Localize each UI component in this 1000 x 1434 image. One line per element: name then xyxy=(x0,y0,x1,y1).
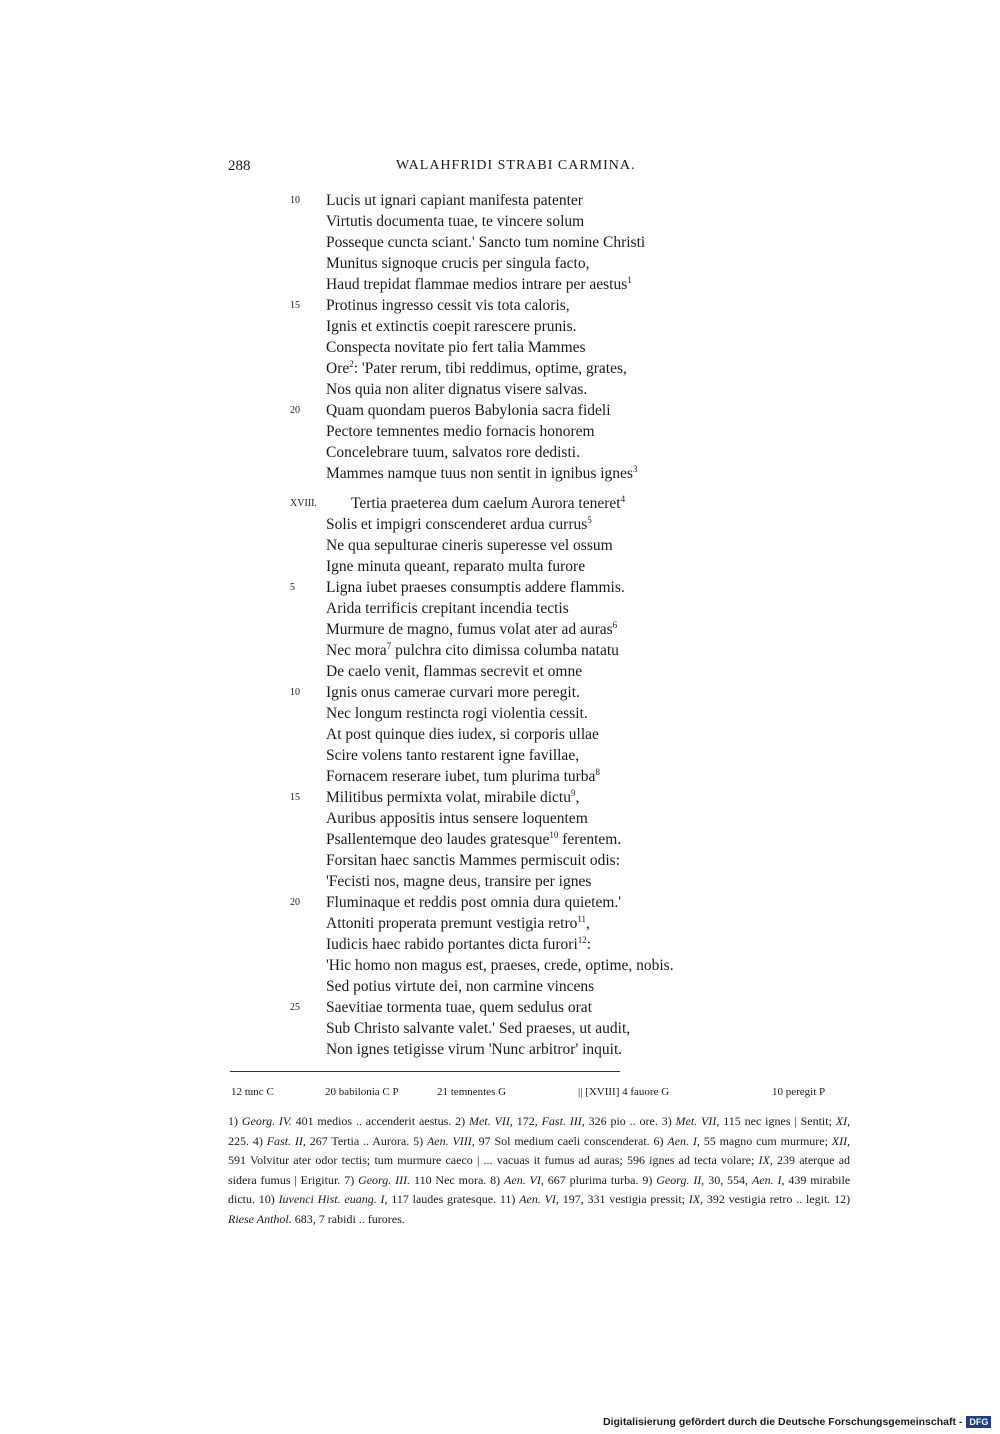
verse-text-main: Nec longum restincta rogi violentia cessit. xyxy=(326,705,588,722)
footnote-text: 97 Sol medium caeli conscenderat. xyxy=(478,1133,650,1148)
footnote-text: 392 vestigia retro .. legit. xyxy=(706,1192,831,1207)
footnote-reference: Aen. VI, xyxy=(504,1172,544,1187)
verse-line xyxy=(0,379,1000,400)
verse-text xyxy=(326,598,569,619)
footnote-marker: 8 xyxy=(595,767,600,777)
verse-line xyxy=(0,514,1000,535)
verse-text-main: 'Hic homo non magus est, praeses, crede, optime, nobis. xyxy=(326,957,674,974)
running-title: WALAHFRIDI STRABI CARMINA. xyxy=(396,158,636,173)
verse-text xyxy=(326,577,625,598)
verse-text-main: Posseque cuncta sciant.' Sancto tum nomine Christi xyxy=(326,234,646,251)
verse-text xyxy=(326,724,599,745)
verse-line xyxy=(0,295,1000,316)
verse-text-main: Scire volens tanto restarent igne favillae, xyxy=(326,747,580,764)
verse-line xyxy=(0,316,1000,337)
verse-text-main: Lucis ut ignari capiant manifesta patenter xyxy=(326,192,583,209)
verse-text-main: Igne minuta queant, reparato multa furore xyxy=(326,558,586,575)
verse-text-main: Ignis onus camerae curvari more peregit. xyxy=(326,684,580,701)
verse-line xyxy=(0,808,1000,829)
footnote-text: 683, 7 rabidi .. furores. xyxy=(294,1211,405,1226)
verse-line xyxy=(0,232,1000,253)
footnote-reference: Fast. II, xyxy=(266,1133,306,1148)
apparatus-entry: || [XVIII] 4 fauore G xyxy=(578,1086,670,1098)
verse-text-tail: , xyxy=(575,789,580,806)
verse-text-tail: pulchra cito dimissa columba natatu xyxy=(391,642,619,659)
footnote-marker: 11 xyxy=(577,914,587,924)
verse-block xyxy=(0,190,1000,1060)
verse-line xyxy=(0,997,1000,1018)
footnote-number: 10) xyxy=(258,1192,275,1207)
footnote-reference: XII, xyxy=(831,1133,851,1148)
verse-line xyxy=(0,493,1000,514)
verse-text xyxy=(326,871,591,892)
footnote-text: 667 plurima turba. xyxy=(547,1172,639,1187)
verse-text-main: Conspecta novitate pio fert talia Mammes xyxy=(326,339,586,356)
verse-text-tail: : xyxy=(586,936,592,953)
verse-text-main: Protinus ingresso cessit vis tota caloris, xyxy=(326,297,570,314)
footnote-marker: 4 xyxy=(620,494,626,504)
verse-text xyxy=(326,358,627,379)
verse-text-main: Forsitan haec sanctis Mammes permiscuit odis: xyxy=(326,852,621,869)
verse-text xyxy=(351,493,625,514)
apparatus-entry: 20 babilonia C P xyxy=(325,1086,399,1098)
footnote-text: 30, 554, xyxy=(708,1172,749,1187)
footnote-text: 439 mirabile dictu. xyxy=(228,1172,851,1207)
footnote-marker: 10 xyxy=(549,830,559,840)
footnote-reference: Georg. II, xyxy=(656,1172,705,1187)
verse-text-main: Militibus permixta volat, mirabile dictu xyxy=(326,789,571,806)
verse-line xyxy=(0,358,1000,379)
verse-text xyxy=(326,535,613,556)
verse-line xyxy=(0,274,1000,295)
verse-line xyxy=(0,913,1000,934)
verse-line xyxy=(0,535,1000,556)
line-number: 5 xyxy=(290,582,295,593)
verse-text-main: Ore xyxy=(326,360,350,377)
verse-line xyxy=(0,211,1000,232)
footnote-number: 1) xyxy=(228,1114,238,1128)
footnote-text: 225. xyxy=(228,1133,249,1148)
verse-text xyxy=(326,808,588,829)
line-number: XVIII. xyxy=(290,498,317,509)
verse-text xyxy=(326,955,674,976)
verse-text-main: At post quinque dies iudex, si corporis ullae xyxy=(326,726,599,743)
footnote-number: 12) xyxy=(834,1192,851,1207)
footnote-text: 55 magno cum murmure; xyxy=(703,1133,828,1148)
footnotes xyxy=(228,1112,850,1230)
verse-text-main: Attoniti properata premunt vestigia retro xyxy=(326,915,578,932)
footnote-reference: Georg. IV. xyxy=(241,1114,292,1128)
footnote-number: 7) xyxy=(344,1172,355,1187)
line-number: 15 xyxy=(290,300,300,311)
verse-text xyxy=(326,682,580,703)
verse-text-main: Quam quondam pueros Babylonia sacra fideli xyxy=(326,402,611,419)
footnote-text: 267 Tertia .. Aurora. xyxy=(309,1133,410,1148)
verse-text-tail: : 'Pater rerum, tibi reddimus, optime, grates, xyxy=(353,360,627,377)
verse-text-main: Fluminaque et reddis post omnia dura quietem.' xyxy=(326,894,622,911)
footnote-marker: 7 xyxy=(386,641,392,651)
verse-line xyxy=(0,421,1000,442)
verse-text-main: 'Fecisti nos, magne deus, transire per ignes xyxy=(326,873,592,890)
verse-line xyxy=(0,745,1000,766)
verse-text xyxy=(326,619,617,640)
verse-text-main: Nos quia non aliter dignatus visere salvas. xyxy=(326,381,588,398)
footnote-reference: Riese Anthol. xyxy=(228,1211,292,1226)
verse-text xyxy=(326,703,588,724)
footnote-marker: 3 xyxy=(632,464,638,474)
verse-text-tail: , xyxy=(586,915,590,932)
verse-text xyxy=(326,1018,630,1039)
footnote-text: 401 medios .. accenderit aestus. xyxy=(295,1114,452,1128)
footnote-marker: 5 xyxy=(587,515,592,525)
footnote-marker: 2 xyxy=(349,359,354,369)
verse-text-main: Saevitiae tormenta tuae, quem sedulus orat xyxy=(326,999,592,1016)
verse-line xyxy=(0,976,1000,997)
verse-text xyxy=(326,829,621,850)
verse-text-main: Nec mora xyxy=(326,642,387,659)
verse-text-main: Ignis et extinctis coepit rarescere prunis. xyxy=(326,318,577,335)
verse-text xyxy=(326,913,590,934)
verse-line xyxy=(0,1039,1000,1060)
dfg-logo: DFG xyxy=(966,1416,991,1428)
credit-text: Digitalisierung gefördert durch die Deutsche Forschungsgemeinschaft - xyxy=(603,1416,963,1428)
verse-text xyxy=(326,232,645,253)
verse-text-main: Ligna iubet praeses consumptis addere flammis. xyxy=(326,579,625,596)
verse-text xyxy=(326,442,580,463)
verse-line xyxy=(0,337,1000,358)
footnote-text: 197, 331 vestigia pressit; xyxy=(562,1192,686,1207)
footnote-text: 239 aterque ad sidera fumus | Erigitur. xyxy=(228,1153,851,1187)
footnote-reference: Aen. VIII, xyxy=(426,1133,475,1148)
footnote-reference: Iuvenci Hist. euang. I, xyxy=(278,1192,388,1207)
verse-line xyxy=(0,724,1000,745)
footnote-reference: Met. VII, xyxy=(469,1114,513,1128)
verse-line xyxy=(0,619,1000,640)
verse-text-main: Concelebrare tuum, salvatos rore dedisti. xyxy=(326,444,580,461)
verse-text xyxy=(326,421,595,442)
footnote-number: 8) xyxy=(490,1172,501,1187)
verse-text xyxy=(326,211,584,232)
footnote-text: 172, xyxy=(516,1114,538,1128)
verse-text-main: Mammes namque tuus non sentit in ignibus ignes xyxy=(326,465,633,482)
footnote-marker: 6 xyxy=(612,620,618,630)
verse-text xyxy=(326,745,579,766)
footnote-marker: 12 xyxy=(577,935,587,945)
verse-text-main: Solis et impigri conscenderet ardua currus xyxy=(326,516,588,533)
verse-text xyxy=(326,787,579,808)
footnote-number: 3) xyxy=(661,1114,672,1128)
line-number: 15 xyxy=(290,792,300,803)
footnote-text: 115 nec ignes | Sentit; xyxy=(723,1114,832,1128)
footnote-reference: Georg. III. xyxy=(358,1172,411,1187)
apparatus-entry: 21 temnentes G xyxy=(437,1086,507,1098)
verse-text xyxy=(326,514,592,535)
verse-text-main: Sed potius virtute dei, non carmine vincens xyxy=(326,978,595,995)
verse-text xyxy=(326,934,591,955)
verse-line xyxy=(0,1018,1000,1039)
verse-text-main: Tertia praeterea dum caelum Aurora teneret xyxy=(351,495,621,512)
critical-apparatus xyxy=(0,1086,1000,1106)
verse-line xyxy=(0,871,1000,892)
line-number: 10 xyxy=(290,687,300,698)
verse-line xyxy=(0,577,1000,598)
line-number: 20 xyxy=(290,405,300,416)
verse-text xyxy=(326,997,592,1018)
verse-line xyxy=(0,661,1000,682)
verse-text-main: Pectore temnentes medio fornacis honorem xyxy=(326,423,595,440)
verse-line xyxy=(0,556,1000,577)
footnote-number: 2) xyxy=(455,1114,466,1128)
footnote-number: 6) xyxy=(653,1133,664,1148)
verse-text-main: Psallentemque deo laudes gratesque xyxy=(326,831,550,848)
verse-text xyxy=(326,892,621,913)
verse-text-main: Arida terrificis crepitant incendia tectis xyxy=(326,600,569,617)
verse-line xyxy=(0,682,1000,703)
page-header xyxy=(0,158,1000,180)
verse-text xyxy=(326,295,570,316)
footnote-reference: XI, xyxy=(835,1114,851,1128)
footnote-reference: IX, xyxy=(688,1192,704,1207)
verse-text xyxy=(326,463,637,484)
footnote-reference: Aen. I, xyxy=(751,1172,785,1187)
verse-text-main: Non ignes tetigisse virum 'Nunc arbitror' inquit. xyxy=(326,1041,623,1058)
verse-line xyxy=(0,829,1000,850)
verse-text-main: Auribus appositis intus sensere loquentem xyxy=(326,810,588,827)
page-number: 288 xyxy=(228,158,251,174)
verse-line xyxy=(0,190,1000,211)
footnote-text: 110 Nec mora. xyxy=(414,1172,487,1187)
footnote-reference: Fast. III, xyxy=(541,1114,585,1128)
apparatus-entry: 10 peregit P xyxy=(772,1086,826,1098)
verse-text xyxy=(326,976,594,997)
footnote-marker: 1 xyxy=(627,275,632,285)
verse-text-main: Fornacem reserare iubet, tum plurima turba xyxy=(326,768,596,785)
verse-text-main: Sub Christo salvante valet.' Sed praeses, ut audit, xyxy=(326,1020,631,1037)
line-number: 25 xyxy=(290,1002,300,1013)
verse-text-main: Munitus signoque crucis per singula facto, xyxy=(326,255,590,272)
footnote-text: 117 laudes gratesque. xyxy=(391,1192,497,1207)
verse-line xyxy=(0,640,1000,661)
verse-text xyxy=(326,190,583,211)
digitization-credit xyxy=(603,1416,991,1428)
footnote-reference: Aen. I, xyxy=(667,1133,700,1148)
verse-line xyxy=(0,253,1000,274)
verse-text-main: Haud trepidat flammae medios intrare per aestus xyxy=(326,276,628,293)
verse-line xyxy=(0,463,1000,484)
footnote-marker: 9 xyxy=(570,788,576,798)
verse-text xyxy=(326,640,619,661)
verse-line xyxy=(0,442,1000,463)
verse-text xyxy=(326,1039,622,1060)
footnote-text: 326 pio .. ore. xyxy=(588,1114,658,1128)
apparatus-entry: 12 tunc C xyxy=(231,1086,274,1098)
footnote-reference: IX, xyxy=(758,1153,773,1168)
verse-text xyxy=(326,556,585,577)
footnote-reference: Aen. VI, xyxy=(519,1192,559,1207)
verse-text-main: De caelo venit, flammas secrevit et omne xyxy=(326,663,583,680)
footnote-divider xyxy=(230,1071,620,1072)
line-number: 20 xyxy=(290,897,300,908)
verse-text xyxy=(326,337,586,358)
verse-line xyxy=(0,787,1000,808)
verse-text xyxy=(326,274,632,295)
footnote-number: 11) xyxy=(499,1192,516,1207)
verse-text xyxy=(326,766,600,787)
footnote-reference: Met. VII, xyxy=(675,1114,720,1128)
verse-line xyxy=(0,850,1000,871)
verse-text-main: Ne qua sepulturae cineris superesse vel ossum xyxy=(326,537,613,554)
footnote-number: 5) xyxy=(413,1133,424,1148)
verse-line xyxy=(0,934,1000,955)
verse-line xyxy=(0,400,1000,421)
verse-line xyxy=(0,955,1000,976)
verse-text xyxy=(326,400,611,421)
line-number: 10 xyxy=(290,195,300,206)
footnote-number: 4) xyxy=(252,1133,263,1148)
verse-text xyxy=(326,661,582,682)
verse-text xyxy=(326,253,589,274)
footnote-number: 9) xyxy=(642,1172,653,1187)
verse-text-tail: ferentem. xyxy=(558,831,622,848)
footnote-text: 591 Volvitur ater odor tectis; tum murmure caeco | ... vacuas it fumus ad auras; 596 ignes ad tecta volare; xyxy=(228,1153,755,1168)
verse-line xyxy=(0,766,1000,787)
verse-line xyxy=(0,892,1000,913)
verse-text xyxy=(326,850,620,871)
verse-text-main: Virtutis documenta tuae, te vincere solum xyxy=(326,213,585,230)
verse-text xyxy=(326,316,577,337)
verse-text xyxy=(326,379,587,400)
verse-line xyxy=(0,703,1000,724)
verse-text-main: Iudicis haec rabido portantes dicta furori xyxy=(326,936,578,953)
verse-text-main: Murmure de magno, fumus volat ater ad auras xyxy=(326,621,613,638)
verse-line xyxy=(0,598,1000,619)
